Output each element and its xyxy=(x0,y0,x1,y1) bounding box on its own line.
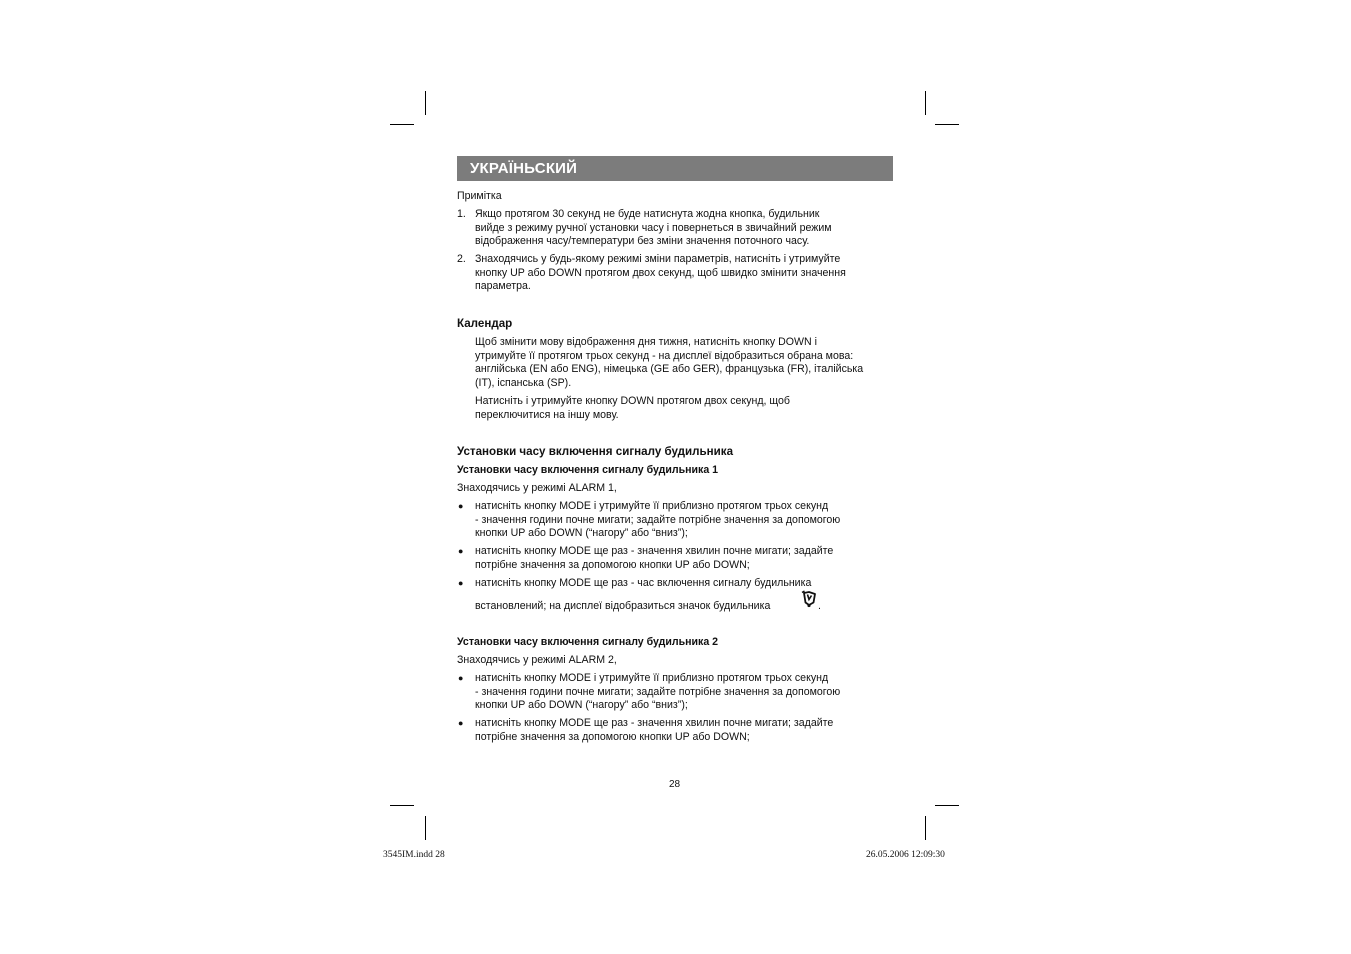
alarm-1-bullet-3-line-2: встановлений; на дисплеї відобразиться значок будильника xyxy=(475,600,771,612)
bullet: ● xyxy=(458,718,464,728)
section-title-bar: УКРАЇНЬСКИЙ xyxy=(457,156,893,181)
alarm-2-intro: Знаходячись у режимі ALARM 2, xyxy=(457,654,617,666)
calendar-heading: Календар xyxy=(457,317,513,330)
alarm-1-subheading: Установки часу включення сигналу будильника 1 xyxy=(457,464,719,476)
calendar-para-1-line-3: англійська (EN або ENG), німецька (GE або GER), французька (FR), італійська xyxy=(475,363,864,376)
alarm-1-bullet-3-end: . xyxy=(818,600,821,612)
page-number: 28 xyxy=(669,779,681,790)
note-item-1-line-3: відображення часу/температури без зміни значення поточного часу. xyxy=(475,235,810,248)
calendar-para-2-line-1: Натисніть і утримуйте кнопку DOWN протягом двох секунд, щоб xyxy=(475,395,790,407)
bullet: ● xyxy=(458,546,464,556)
alarm-bell-icon xyxy=(800,590,818,608)
alarm-heading: Установки часу включення сигналу будильника xyxy=(457,445,734,458)
crop-mark-top-left-vertical xyxy=(425,91,426,115)
file-slug: 3545IM.indd 28 xyxy=(383,850,445,860)
bullet: ● xyxy=(458,578,464,588)
bullet: ● xyxy=(458,501,464,511)
alarm-2-bullet-1-line-2: - значення години почне мигати; задайте потрібне значення за допомогою xyxy=(475,685,841,698)
alarm-1-bullet-3-line-1: натисніть кнопку MODE ще раз - час включення сигналу будильника xyxy=(475,577,812,589)
alarm-2-bullet-2-line-2: потрібне значення за допомогою кнопки UP або DOWN; xyxy=(475,730,750,743)
calendar-para-1-line-1: Щоб змінити мову відображення дня тижня, натисніть кнопку DOWN і xyxy=(475,336,817,348)
alarm-1-bullet-1-line-2: - значення години почне мигати; задайте потрібне значення за допомогою xyxy=(475,513,841,526)
crop-mark-bottom-left-horizontal xyxy=(390,805,414,806)
crop-mark-bottom-right-vertical xyxy=(925,816,926,840)
date-slug: 26.05.2006 12:09:30 xyxy=(866,850,945,860)
note-item-number: 1. xyxy=(457,208,466,220)
crop-mark-top-right-vertical xyxy=(925,91,926,115)
crop-mark-bottom-right-horizontal xyxy=(935,805,959,806)
calendar-para-1-line-2: утримуйте її протягом трьох секунд - на дисплеї відобразиться обрана мова: xyxy=(475,349,854,362)
alarm-1-bullet-2-line-1: натисніть кнопку MODE ще раз - значення хвилин почне мигати; задайте xyxy=(475,545,834,557)
bullet: ● xyxy=(458,673,464,683)
note-item-1-line-2: вийде з режиму ручної установки часу і повернеться в звичайний режим xyxy=(475,221,832,234)
crop-mark-top-left-horizontal xyxy=(390,124,414,125)
alarm-1-bullet-2-line-2: потрібне значення за допомогою кнопки UP або DOWN; xyxy=(475,558,750,571)
alarm-2-bullet-1-line-3: кнопки UP або DOWN (“нагору” або “вниз”); xyxy=(475,699,688,712)
note-item-2-line-1: Знаходячись у будь-якому режимі зміни параметрів, натисніть і утримуйте xyxy=(475,253,841,265)
alarm-1-bullet-1-line-3: кнопки UP або DOWN (“нагору” або “вниз”); xyxy=(475,527,688,540)
crop-mark-top-right-horizontal xyxy=(935,124,959,125)
note-item-1-line-1: Якщо протягом 30 секунд не буде натиснута жодна кнопка, будильник xyxy=(475,208,820,220)
note-item-2-line-3: параметра. xyxy=(475,280,531,293)
note-item-2-line-2: кнопку UP або DOWN протягом двох секунд, щоб швидко змінити значення xyxy=(475,266,846,279)
note-item-number: 2. xyxy=(457,253,466,265)
alarm-2-subheading: Установки часу включення сигналу будильника 2 xyxy=(457,636,719,648)
alarm-2-bullet-1-line-1: натисніть кнопку MODE і утримуйте її приблизно протягом трьох секунд xyxy=(475,672,829,684)
calendar-para-2-line-2: переключитися на іншу мову. xyxy=(475,408,619,421)
alarm-1-bullet-1-line-1: натисніть кнопку MODE і утримуйте її приблизно протягом трьох секунд xyxy=(475,500,829,512)
alarm-1-intro: Знаходячись у режимі ALARM 1, xyxy=(457,482,617,494)
alarm-2-bullet-2-line-1: натисніть кнопку MODE ще раз - значення хвилин почне мигати; задайте xyxy=(475,717,834,729)
calendar-para-1-line-4: (IT), іспанська (SP). xyxy=(475,376,572,389)
crop-mark-bottom-left-vertical xyxy=(425,816,426,840)
note-label: Примітка xyxy=(457,190,502,202)
